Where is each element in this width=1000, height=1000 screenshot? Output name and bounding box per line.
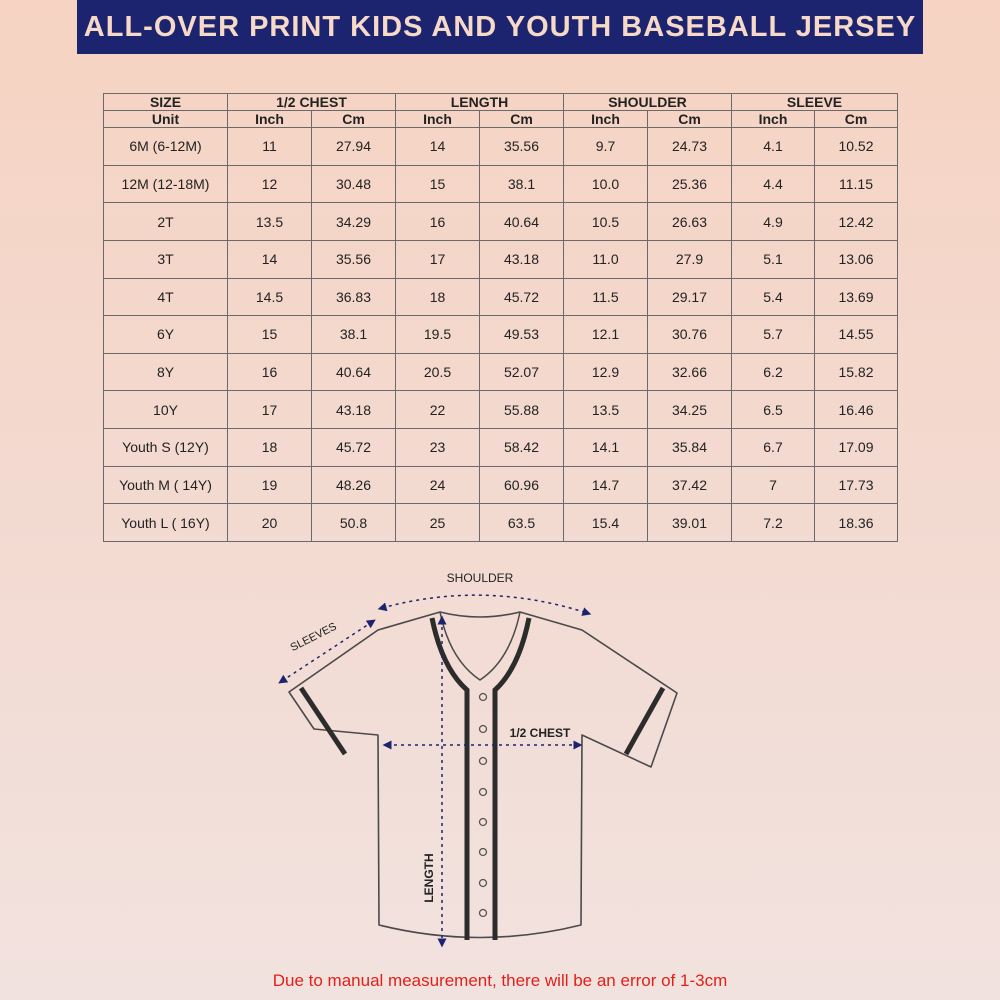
table-row bbox=[104, 203, 898, 241]
value-cell: 36.83 bbox=[312, 278, 396, 316]
size-cell: 6Y bbox=[104, 316, 228, 354]
value-cell: 25 bbox=[396, 504, 480, 542]
value-cell: 6.2 bbox=[732, 353, 815, 391]
value-cell: 10.5 bbox=[564, 203, 648, 241]
value-cell: 5.7 bbox=[732, 316, 815, 354]
value-cell: 45.72 bbox=[312, 429, 396, 467]
value-cell: 6.7 bbox=[732, 429, 815, 467]
value-cell: 10.52 bbox=[815, 128, 898, 166]
value-cell: 48.26 bbox=[312, 466, 396, 504]
value-cell: 24.73 bbox=[648, 128, 732, 166]
value-cell: 15.4 bbox=[564, 504, 648, 542]
value-cell: 37.42 bbox=[648, 466, 732, 504]
value-cell: 55.88 bbox=[480, 391, 564, 429]
value-cell: 49.53 bbox=[480, 316, 564, 354]
value-cell: 39.01 bbox=[648, 504, 732, 542]
value-cell: 12 bbox=[228, 165, 312, 203]
value-cell: 20 bbox=[228, 504, 312, 542]
value-cell: 50.8 bbox=[312, 504, 396, 542]
size-cell: 2T bbox=[104, 203, 228, 241]
value-cell: 26.63 bbox=[648, 203, 732, 241]
value-cell: 12.1 bbox=[564, 316, 648, 354]
value-cell: 23 bbox=[396, 429, 480, 467]
table-row bbox=[104, 353, 898, 391]
value-cell: 40.64 bbox=[312, 353, 396, 391]
value-cell: 19 bbox=[228, 466, 312, 504]
title-banner bbox=[77, 0, 923, 54]
value-cell: 32.66 bbox=[648, 353, 732, 391]
unit-header: Inch bbox=[228, 111, 312, 128]
jersey-diagram bbox=[0, 560, 1000, 960]
value-cell: 30.48 bbox=[312, 165, 396, 203]
value-cell: 16 bbox=[396, 203, 480, 241]
value-cell: 34.29 bbox=[312, 203, 396, 241]
size-cell: 3T bbox=[104, 240, 228, 278]
value-cell: 22 bbox=[396, 391, 480, 429]
value-cell: 27.9 bbox=[648, 240, 732, 278]
table-row bbox=[104, 429, 898, 467]
value-cell: 17.09 bbox=[815, 429, 898, 467]
unit-header: Inch bbox=[732, 111, 815, 128]
shoulder-arrow bbox=[382, 595, 587, 613]
value-cell: 9.7 bbox=[564, 128, 648, 166]
value-cell: 15.82 bbox=[815, 353, 898, 391]
value-cell: 63.5 bbox=[480, 504, 564, 542]
group-header: 1/2 CHEST bbox=[228, 94, 396, 111]
value-cell: 14 bbox=[396, 128, 480, 166]
value-cell: 24 bbox=[396, 466, 480, 504]
value-cell: 11.5 bbox=[564, 278, 648, 316]
table-row bbox=[104, 278, 898, 316]
value-cell: 10.0 bbox=[564, 165, 648, 203]
unit-header: Inch bbox=[564, 111, 648, 128]
value-cell: 25.36 bbox=[648, 165, 732, 203]
jersey-icon bbox=[289, 612, 677, 940]
table-row bbox=[104, 128, 898, 166]
group-header: SHOULDER bbox=[564, 94, 732, 111]
value-cell: 4.4 bbox=[732, 165, 815, 203]
value-cell: 11.15 bbox=[815, 165, 898, 203]
value-cell: 38.1 bbox=[480, 165, 564, 203]
value-cell: 58.42 bbox=[480, 429, 564, 467]
size-cell: 10Y bbox=[104, 391, 228, 429]
unit-header-row bbox=[104, 111, 898, 128]
value-cell: 40.64 bbox=[480, 203, 564, 241]
value-cell: 12.42 bbox=[815, 203, 898, 241]
value-cell: 17 bbox=[396, 240, 480, 278]
size-cell: 4T bbox=[104, 278, 228, 316]
value-cell: 15 bbox=[228, 316, 312, 354]
value-cell: 19.5 bbox=[396, 316, 480, 354]
value-cell: 5.4 bbox=[732, 278, 815, 316]
value-cell: 4.9 bbox=[732, 203, 815, 241]
value-cell: 16.46 bbox=[815, 391, 898, 429]
group-header: LENGTH bbox=[396, 94, 564, 111]
value-cell: 6.5 bbox=[732, 391, 815, 429]
value-cell: 38.1 bbox=[312, 316, 396, 354]
unit-header: Cm bbox=[648, 111, 732, 128]
value-cell: 35.56 bbox=[312, 240, 396, 278]
value-cell: 7.2 bbox=[732, 504, 815, 542]
group-header-row bbox=[104, 94, 898, 111]
size-chart-table bbox=[103, 93, 898, 542]
page-title: ALL-OVER PRINT KIDS AND YOUTH BASEBALL JERSEY bbox=[83, 10, 917, 43]
unit-header: Cm bbox=[480, 111, 564, 128]
value-cell: 17.73 bbox=[815, 466, 898, 504]
size-cell: 6M (6-12M) bbox=[104, 128, 228, 166]
value-cell: 13.69 bbox=[815, 278, 898, 316]
value-cell: 12.9 bbox=[564, 353, 648, 391]
value-cell: 60.96 bbox=[480, 466, 564, 504]
value-cell: 7 bbox=[732, 466, 815, 504]
size-cell: 8Y bbox=[104, 353, 228, 391]
value-cell: 13.06 bbox=[815, 240, 898, 278]
unit-header: Cm bbox=[815, 111, 898, 128]
value-cell: 20.5 bbox=[396, 353, 480, 391]
value-cell: 18 bbox=[396, 278, 480, 316]
value-cell: 43.18 bbox=[480, 240, 564, 278]
value-cell: 52.07 bbox=[480, 353, 564, 391]
value-cell: 34.25 bbox=[648, 391, 732, 429]
value-cell: 27.94 bbox=[312, 128, 396, 166]
value-cell: 13.5 bbox=[564, 391, 648, 429]
table-row bbox=[104, 316, 898, 354]
value-cell: 17 bbox=[228, 391, 312, 429]
value-cell: 43.18 bbox=[312, 391, 396, 429]
chest-label: 1/2 CHEST bbox=[509, 726, 571, 740]
value-cell: 35.56 bbox=[480, 128, 564, 166]
value-cell: 15 bbox=[396, 165, 480, 203]
value-cell: 13.5 bbox=[228, 203, 312, 241]
value-cell: 14.1 bbox=[564, 429, 648, 467]
size-cell: Youth M ( 14Y) bbox=[104, 466, 228, 504]
group-header: SLEEVE bbox=[732, 94, 898, 111]
value-cell: 14 bbox=[228, 240, 312, 278]
value-cell: 18.36 bbox=[815, 504, 898, 542]
table-row bbox=[104, 466, 898, 504]
length-label: LENGTH bbox=[422, 853, 436, 903]
measurement-note: Due to manual measurement, there will be an error of 1-3cm bbox=[272, 971, 728, 990]
value-cell: 18 bbox=[228, 429, 312, 467]
table-row bbox=[104, 391, 898, 429]
unit-header: Cm bbox=[312, 111, 396, 128]
value-cell: 4.1 bbox=[732, 128, 815, 166]
value-cell: 14.55 bbox=[815, 316, 898, 354]
table-row bbox=[104, 165, 898, 203]
value-cell: 45.72 bbox=[480, 278, 564, 316]
value-cell: 11 bbox=[228, 128, 312, 166]
shoulder-label: SHOULDER bbox=[446, 571, 514, 585]
unit-header: Unit bbox=[104, 111, 228, 128]
unit-header: Inch bbox=[396, 111, 480, 128]
value-cell: 11.0 bbox=[564, 240, 648, 278]
value-cell: 29.17 bbox=[648, 278, 732, 316]
size-cell: 12M (12-18M) bbox=[104, 165, 228, 203]
size-cell: Youth L ( 16Y) bbox=[104, 504, 228, 542]
value-cell: 16 bbox=[228, 353, 312, 391]
value-cell: 35.84 bbox=[648, 429, 732, 467]
sleeves-label: SLEEVES bbox=[288, 620, 339, 655]
value-cell: 5.1 bbox=[732, 240, 815, 278]
value-cell: 14.5 bbox=[228, 278, 312, 316]
group-header: SIZE bbox=[104, 94, 228, 111]
value-cell: 30.76 bbox=[648, 316, 732, 354]
table-row bbox=[104, 504, 898, 542]
table-row bbox=[104, 240, 898, 278]
size-cell: Youth S (12Y) bbox=[104, 429, 228, 467]
value-cell: 14.7 bbox=[564, 466, 648, 504]
